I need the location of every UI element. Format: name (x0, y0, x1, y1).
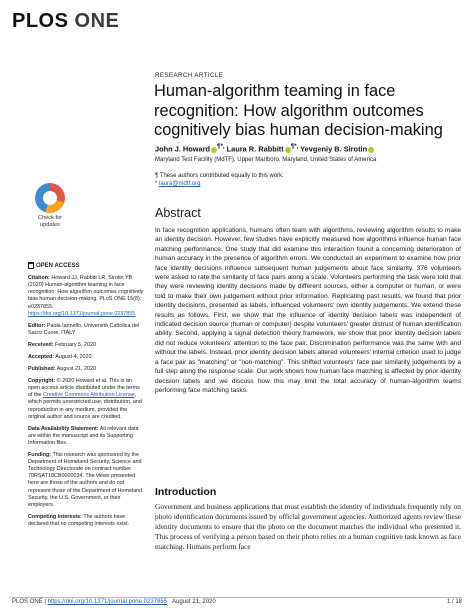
published-section (28, 366, 144, 373)
footer-journal: PLOS ONE | (12, 599, 48, 605)
page-footer (12, 599, 216, 605)
license-link[interactable]: Creative Commons Attribution License (43, 392, 135, 399)
citation-doi-link[interactable]: https://doi.org/10.1371/journal.pone.0237855 (28, 310, 136, 317)
footer-divider (12, 597, 462, 598)
article-title: Human-algorithm teaming in face recognition: How algorithm outcomes cognitively bias human decision-making (154, 82, 443, 140)
badge-label-line: updates (40, 221, 60, 228)
article-info-sidebar (28, 262, 144, 533)
editor-text: Paola Iannello, Università Cattolica del Sacro Cuore, ITALY (28, 322, 140, 336)
page-number: 1 / 18 (446, 599, 462, 605)
copyright-label: Copyright: (28, 378, 56, 385)
author-marks: ¶*, (290, 143, 299, 150)
article-type: RESEARCH ARTICLE (155, 72, 224, 79)
copyright-text: © 2020 Howard et al. This is an open access article distributed under the terms of the (28, 378, 140, 399)
abstract-heading: Abstract (155, 206, 201, 220)
author-name[interactable]: John J. Howard (155, 144, 211, 154)
badge-label (28, 215, 72, 228)
open-access-text: OPEN ACCESS (36, 263, 80, 270)
competing-interests-label: Competing interests: (28, 513, 82, 520)
badge-label-line: Check for (38, 215, 62, 221)
orcid-icon[interactable] (368, 147, 374, 153)
competing-interests-text: The authors have declared that no competing interests exist. (28, 513, 129, 527)
journal-logo (12, 10, 119, 33)
editor-label: Editor: (28, 322, 46, 329)
equal-contribution-note: ¶ These authors contributed equally to this work. (155, 173, 284, 179)
copyright-text: , which permits unrestricted use, distribution, and reproduction in any medium, provided the original author and source are credited. (28, 392, 142, 420)
accepted-label: Accepted: (28, 354, 55, 361)
introduction-heading: Introduction (155, 486, 217, 498)
crossmark-icon (35, 183, 65, 213)
introduction-body: Government and business applications that must establish the identity of individuals frequently rely on photo identification documents issued by official government agencies. Authorized agents review these identity documents to ensure that the photo on the document matches the individual who presented it. This process of verifying a person based on their photo relies on a human cognitive task known as face matching. Humans perform face (155, 502, 461, 552)
author-marks: ¶*, (217, 143, 225, 150)
received-label: Received: (28, 341, 54, 348)
published-date: August 21, 2020 (55, 366, 97, 373)
citation-text: Howard JJ, Rabbitt LR, Sirotin YB (2020) Human-algorithm teaming in face recognition: How algorithm outcomes cognitively bias human decision-making. PLoS ONE 15(8): e0237855. (28, 275, 144, 310)
accepted-date: August 4, 2020 (54, 354, 92, 361)
author-name[interactable]: Yevgeniy B. Sirotin (300, 144, 368, 154)
published-label: Published: (28, 366, 56, 373)
data-availability-text: All relevant data are within the manuscript and its Supporting Information files. (28, 425, 139, 446)
competing-interests-section (28, 514, 144, 528)
author-name[interactable]: Laura R. Rabbitt (226, 144, 284, 154)
correspondence-email[interactable]: laura@mdtf.org (159, 181, 201, 187)
editor-section (28, 323, 144, 337)
correspondence-mark: * (155, 181, 160, 187)
accepted-section (28, 354, 144, 361)
copyright-section (28, 378, 144, 421)
funding-section (28, 452, 144, 509)
citation-section (28, 275, 144, 318)
correspondence-note (155, 180, 455, 188)
data-availability-label: Data Availability Statement: (28, 425, 99, 432)
open-access-label (28, 262, 144, 270)
check-for-updates-badge[interactable] (28, 183, 72, 228)
received-section (28, 342, 144, 349)
data-availability-section (28, 426, 144, 447)
funding-label: Funding: (28, 452, 52, 459)
affiliation: Maryland Test Facility (MdTF), Upper Marlboro, Maryland, United States of America (155, 157, 377, 163)
journal-logo-plos: PLOS (12, 10, 69, 32)
abstract-body: In face recognition applications, humans often team with algorithms, reviewing algorithm results to make an identity decision. However, few studies have explicitly measured how algorithms influence human face matching performance. One study that did examine this interaction found a concerning deterioration of human accuracy in the presence of algorithm errors. We conducted an experiment to examine how prior face identity decisions influence subsequent human judgements about face similarity. 376 volunteers were asked to rate the similarity of face pairs along a scale. Volunteers performing the task were told that they were reviewing identity decisions made by different sources, either a computer or human, or were told to make their own judgement without prior information. Replicating past results, we found that prior identity decisions, presented as labels, influenced volunteers' own identity judgements. We extend these results as follows. First, we show that the influence of identity decision labels was independent of indicated decision source (human or computer) despite volunteers' greater distrust of human identification ability. Second, applying a signal detection theory framework, we show that prior identity decision labels did not reduce volunteers' attention to the face pair. Discrimination performance was the same with and without the labels. Instead, prior identity decision labels altered volunteers' internal criterion used to judge a face pair as "matching" or "non-matching". This shifted volunteers' face pair similarity judgements by a full step along the response scale. Our work shows how human face matching is affected by prior identity decision labels and we discuss how this may limit the total accuracy of human-algorithm teams performing face matching tasks. (155, 227, 461, 394)
footer-doi-link[interactable]: https://doi.org/10.1371/journal.pone.0237855 (47, 599, 168, 605)
author-notes (155, 172, 455, 188)
received-date: February 5, 2020 (53, 341, 97, 348)
open-lock-icon (28, 262, 34, 269)
citation-label: Citation: (28, 275, 50, 282)
footer-date: August 21, 2020 (172, 599, 216, 605)
author-list (155, 143, 455, 153)
funding-text: This research was sponsored by the Department of Homeland Security, Science and Technology Directorate on contract number 70RSAT18CB0000034. The views presented here are those of the authors and do not represent those of the Department of Homeland Security, the U.S. Government, or their employers. (28, 452, 143, 508)
journal-logo-one: ONE (68, 10, 120, 32)
